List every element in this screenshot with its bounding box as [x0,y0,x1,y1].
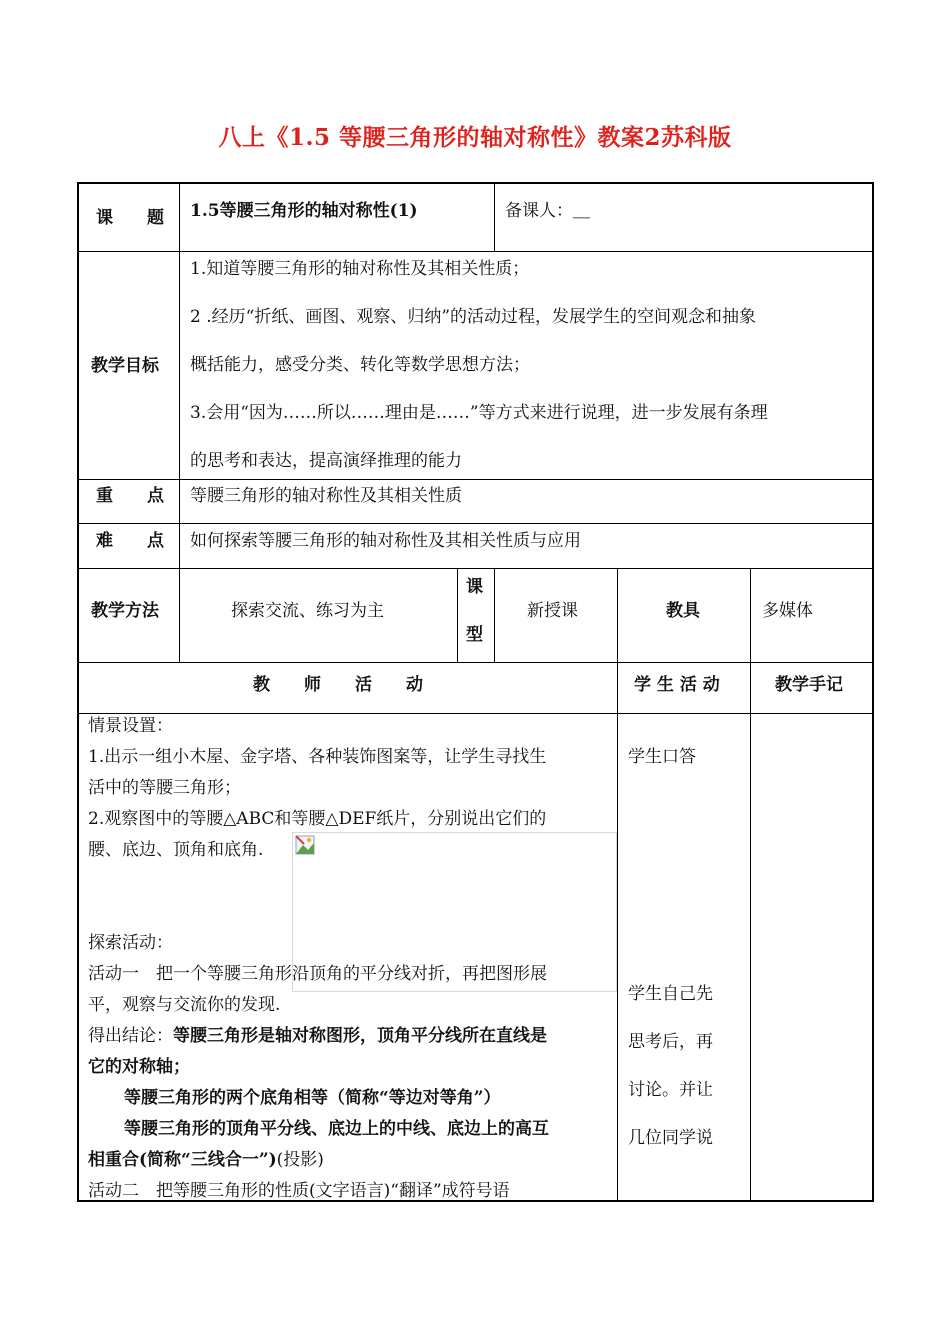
type-label-2: 型 [466,625,483,645]
method-value: 探索交流、练习为主 [231,601,384,621]
type-label-1: 课 [466,577,483,597]
text-line: 学生自己先 [628,984,713,1004]
topic-value: 1.5等腰三角形的轴对称性(1) [190,201,418,221]
broken-image-icon [295,835,315,855]
objectives-text [190,245,870,485]
objective-line: 1.知道等腰三角形的轴对称性及其相关性质； [190,259,530,279]
figure-placeholder [292,832,617,992]
text-line: 几位同学说 [628,1128,713,1148]
text-line: 等腰三角形的两个底角相等（简称“等边对等角”） [124,1088,501,1108]
text-line: 活动一 把一个等腰三角形沿顶角的平分线对折，再把图形展 [88,964,547,984]
text-line: 它的对称轴； [88,1057,190,1077]
text-line: 讨论。并让 [628,1080,713,1100]
difficulty-value: 如何探索等腰三角形的轴对称性及其相关性质与应用 [190,531,581,551]
objective-line: 2 .经历“折纸、画图、观察、归纳”的活动过程，发展学生的空间观念和抽象 [190,307,757,327]
method-label: 教学方法 [91,601,159,621]
objective-line: 3.会用“因为……所以……理由是……”等方式来进行说理，进一步发展有条理 [190,403,768,423]
scenario-heading: 情景设置： [88,716,173,736]
text-line: 腰、底边、顶角和底角. [88,840,264,860]
difficulty-label: 难 点 [96,531,164,551]
student-answer-note: 学生口答 [628,747,696,767]
student-activity-header: 学 生 活 动 [634,675,720,695]
tools-label: 教具 [666,601,700,621]
topic-label: 课 题 [96,208,164,228]
text-line: 等腰三角形的顶角平分线、底边上的中线、底边上的高互 [124,1119,549,1139]
text-line: 1.出示一组小木屋、金字塔、各种装饰图案等，让学生寻找生 [88,747,547,767]
text-line: 平，观察与交流你的发现. [88,995,281,1015]
text-line: 活动二 把等腰三角形的性质(文字语言)“翻译”成符号语 [88,1181,510,1201]
text-line: 思考后，再 [628,1032,713,1052]
type-value: 新授课 [527,601,578,621]
student-discussion-note [628,970,713,1162]
key-point-label: 重 点 [96,486,164,506]
key-point-value: 等腰三角形的轴对称性及其相关性质 [190,486,462,506]
tools-value: 多媒体 [762,601,813,621]
text-line: 相重合(简称“三线合一”)(投影) [88,1150,324,1170]
text-line: 活中的等腰三角形； [88,778,241,798]
conclusion-line: 得出结论：等腰三角形是轴对称图形，顶角平分线所在直线是 [88,1026,547,1046]
exploration-heading: 探索活动： [88,933,173,953]
preparer-field: 备课人：＿ [505,201,590,221]
teacher-activity-header: 教 师 活 动 [253,675,423,695]
text-line: 2.观察图中的等腰△ABC和等腰△DEF纸片，分别说出它们的 [88,809,547,829]
objective-line: 概括能力，感受分类、转化等数学思想方法； [190,355,530,375]
objectives-label: 教学目标 [91,356,159,376]
document-title: 八上《1.5 等腰三角形的轴对称性》教案2苏科版 [218,124,732,151]
objective-line: 的思考和表达，提高演绎推理的能力 [190,451,462,471]
teaching-notes-header: 教学手记 [775,675,843,695]
